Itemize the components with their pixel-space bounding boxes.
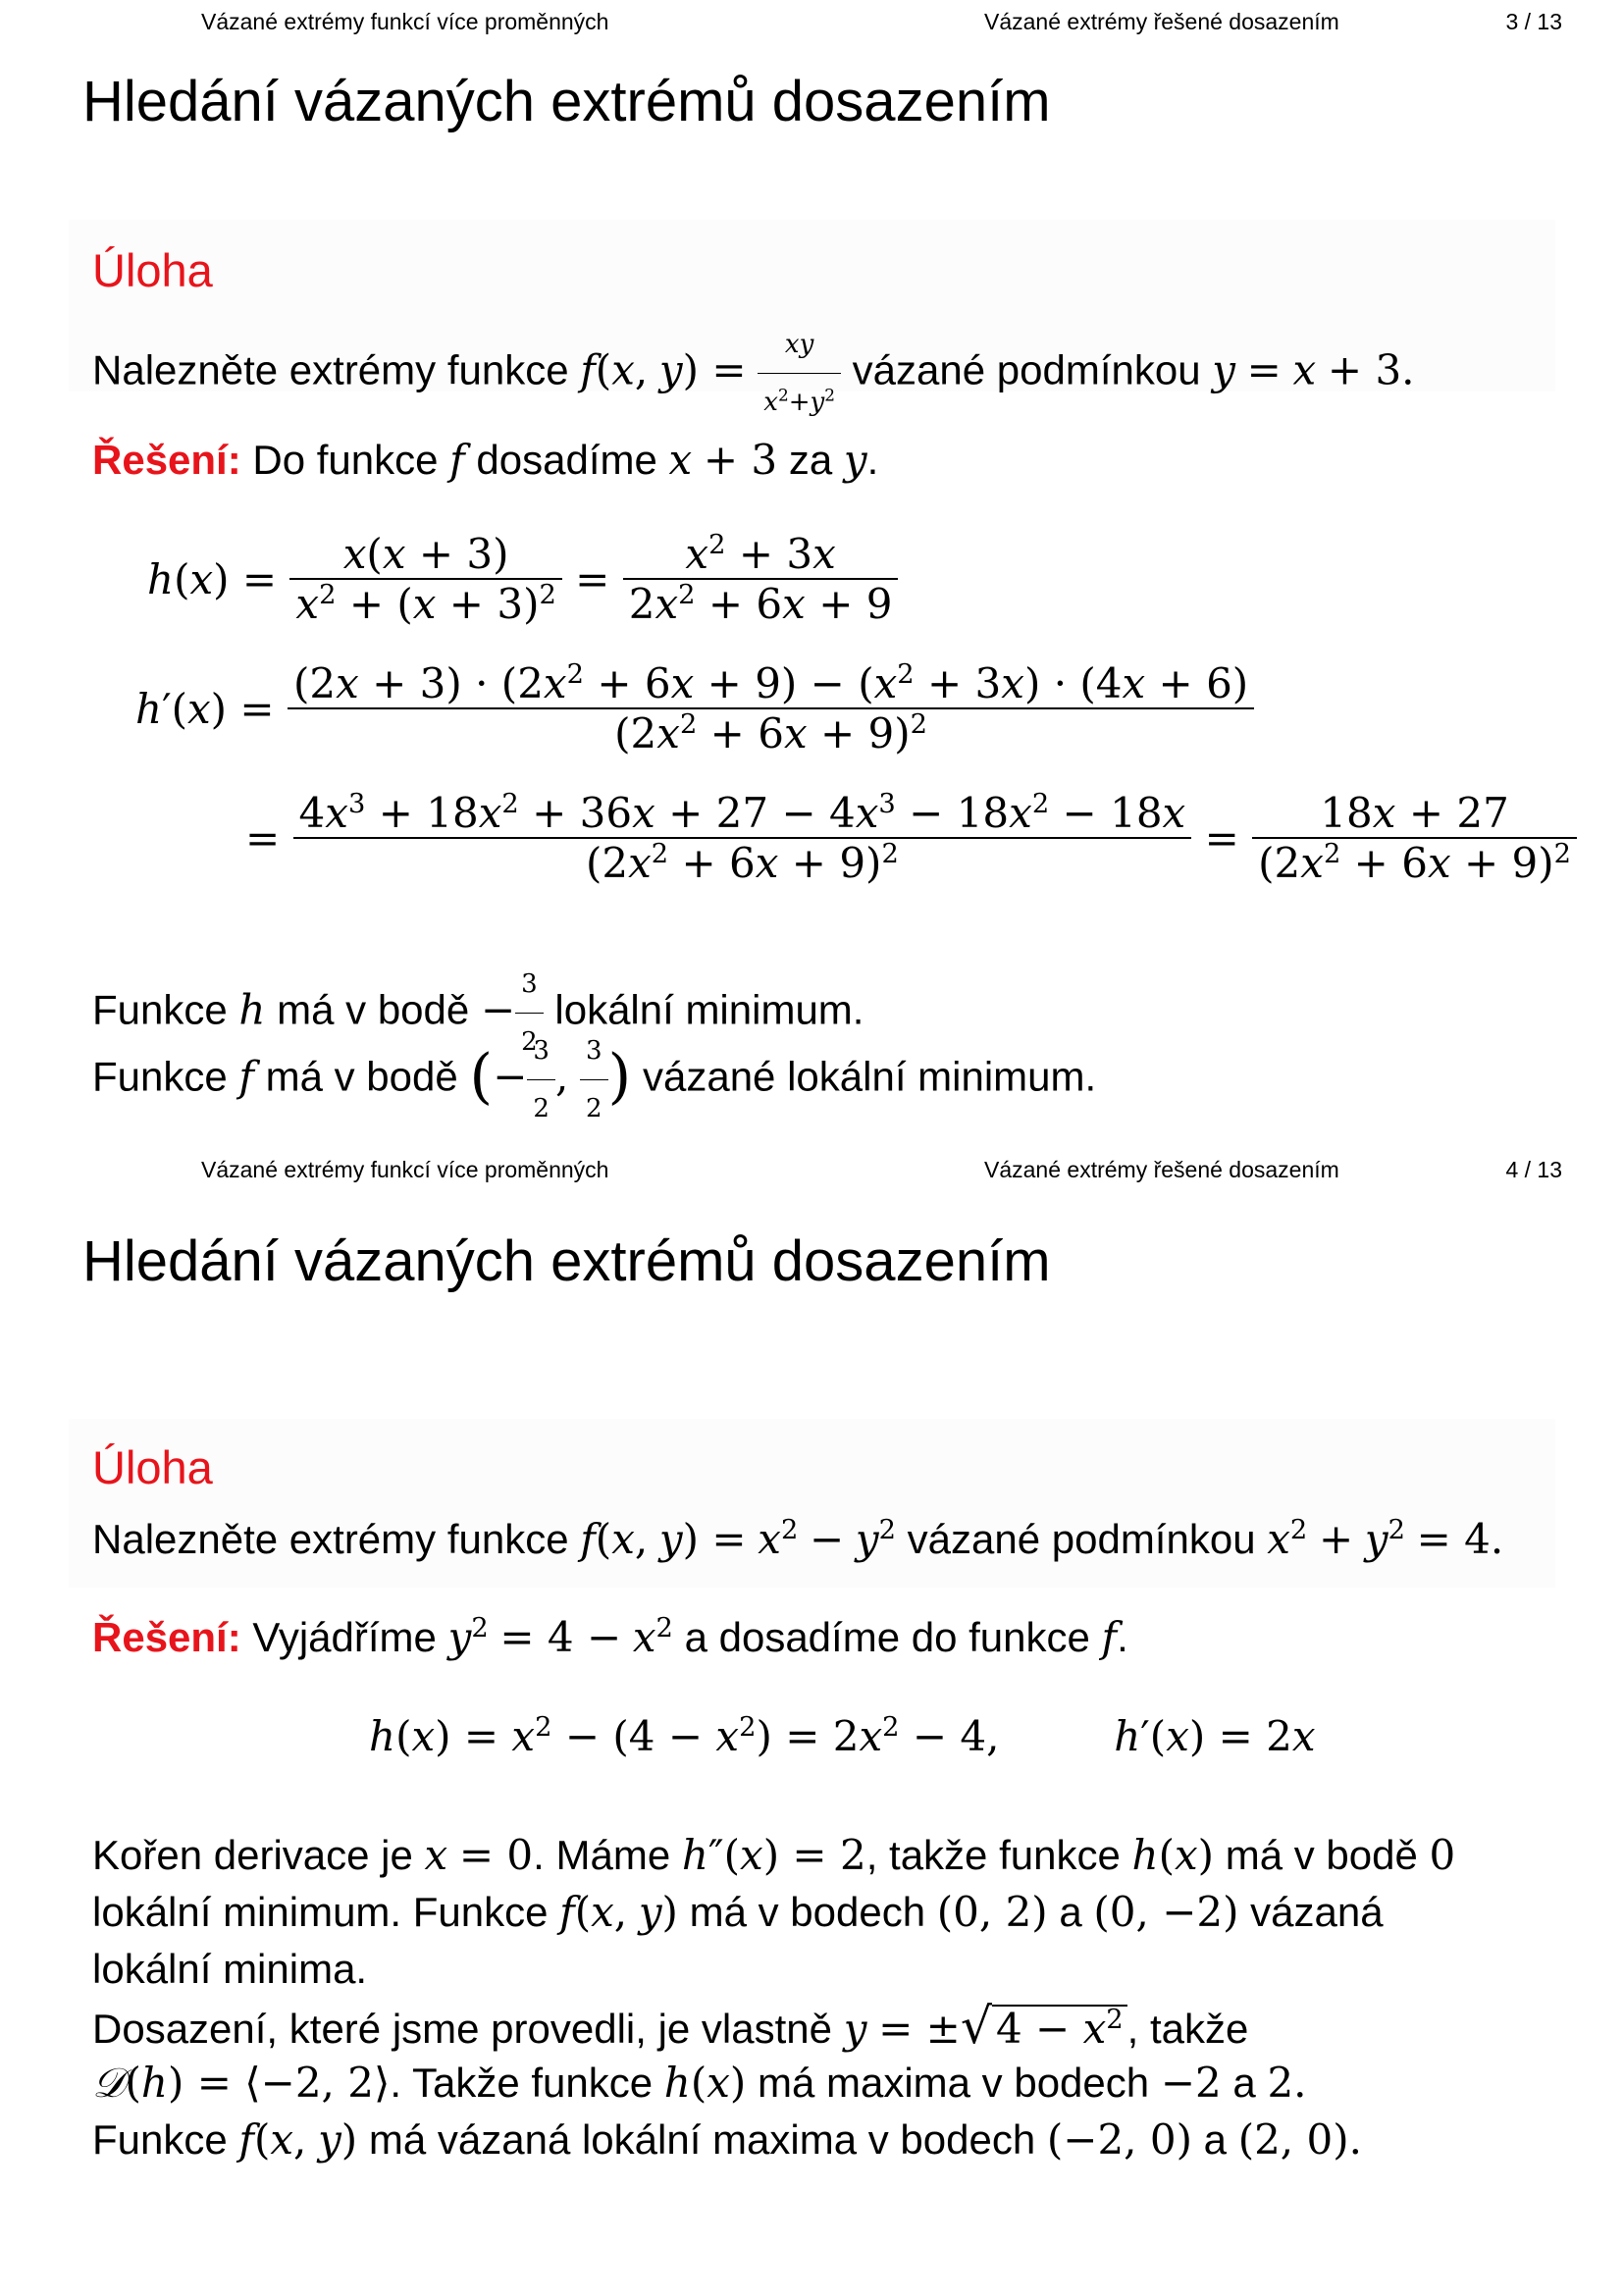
text-line-2: lokální minimum. Funkce f(x, y) má v bodech (0, 2) a (0, −2) vázaná: [92, 1888, 1384, 1936]
task-statement: Nalezněte extrémy funkce f(x, y) = $\frac{xy}{x^2+y^2}$ vázané podmínkou y = x + 3.: [92, 316, 1415, 431]
conclusion-line-2: Funkce f má v bodě (− $\frac{3}{2}$ , $\frac{3}{2}$ ) vázané lokální minimum.: [92, 1022, 1096, 1137]
slide-header: [0, 1156, 1623, 1183]
body-text: má v bodě: [1225, 1832, 1418, 1878]
body-text: Kořen derivace je: [92, 1832, 413, 1878]
header-page-number: 4 / 13: [1505, 1157, 1562, 1182]
conclusion-text: vázané lokální minimum.: [642, 1053, 1097, 1100]
body-text: , takže funkce: [865, 1832, 1121, 1878]
header-page-number: 3 / 13: [1505, 9, 1562, 34]
slide-title: Hledání vázaných extrémů dosazením: [82, 1229, 1051, 1293]
text-line-6: Funkce f(x, y) má vázaná lokální maxima v bodech (−2, 0) a (2, 0).: [92, 2115, 1362, 2164]
body-text: má vázaná lokální maxima v bodech: [368, 2116, 1036, 2163]
slide-title: Hledání vázaných extrémů dosazením: [82, 70, 1051, 133]
task-text: vázané podmínkou: [907, 1516, 1256, 1562]
math-function: f: [580, 345, 596, 394]
task-text: Nalezněte extrémy funkce: [92, 1516, 569, 1562]
body-text: a: [1059, 1889, 1082, 1935]
header-subsection-title: Vázané extrémy řešené dosazením: [984, 1157, 1339, 1182]
body-text: má v bodech: [689, 1889, 926, 1935]
body-text: lokální minimum. Funkce: [92, 1889, 549, 1935]
conclusion-text: lokální minimum.: [554, 986, 864, 1033]
task-heading: Úloha: [92, 1441, 213, 1493]
body-text: Funkce: [92, 2116, 228, 2163]
solution-text: Vyjádříme: [252, 1614, 437, 1660]
body-text: a: [1232, 2060, 1256, 2106]
equation-h: h ( x ) = $\frac{x(x + 3)}{x^2 + (x + 3)^2}$ = $\frac{x^2 + 3x}{2x^2 + 6x + 9}$: [147, 530, 898, 628]
header-section-title: Vázané extrémy funkcí více proměnných: [201, 1157, 609, 1182]
conclusion-text: má v bodě: [277, 986, 470, 1033]
solution-label: Řešení:: [92, 1614, 241, 1660]
text-line-5: 𝒟(h) = ⟨−2, 2⟩. Takže funkce h(x) má maxima v bodech −2 a 2.: [92, 2059, 1307, 2107]
text-line-3: lokální minima.: [92, 1946, 368, 1992]
conclusion-text: má v bodě: [265, 1053, 458, 1100]
task-text: vázané podmínkou: [852, 346, 1201, 393]
text-line-1: Kořen derivace je x = 0. Máme h″(x) = 2, takže funkce h(x) má v bodě 0: [92, 1831, 1456, 1879]
slide-header: [0, 8, 1623, 35]
solution-text: Do funkce: [252, 437, 439, 483]
solution-intro: Řešení: Do funkce f dosadíme x + 3 za y.: [92, 436, 879, 484]
solution-text: a dosadíme do funkce: [684, 1614, 1090, 1660]
body-text: Dosazení, které jsme provedli, je vlastně: [92, 2006, 833, 2052]
conclusion-line-1: Funkce h má v bodě − $\frac{3}{2}$ lokální minimum.: [92, 956, 864, 1070]
task-heading: Úloha: [92, 244, 213, 296]
body-text: , takže: [1126, 2006, 1249, 2052]
equation-h-and-derivative: $h(x) = x^2 - (4 - x^2) = 2x^2 - 4$, h′(x) = 2x: [369, 1712, 1316, 1760]
header-section-title: Vázané extrémy funkcí více proměnných: [201, 9, 609, 34]
slide-4: [0, 1148, 1623, 2296]
solution-text: za: [788, 437, 833, 483]
solution-text: dosadíme: [476, 437, 657, 483]
equation-h-derivative-simplified: = $\frac{4x^3 + 18x^2 + 36x + 27 - 4x^3 - 18x^2 - 18x}{(2x^2 + 6x + 9)^2}$ = $\frac{18x + 27}{(2x^2 + 6x + 9)^2}$: [245, 789, 1577, 887]
text-line-4: Dosazení, které jsme provedli, je vlastně $y = \pm√4 - x^2$, takže: [92, 1997, 1249, 2055]
conclusion-text: Funkce: [92, 1053, 228, 1100]
solution-intro: Řešení: Vyjádříme $y^2 = 4 - x^2$ a dosadíme do funkce f.: [92, 1613, 1128, 1661]
body-text: vázaná: [1250, 1889, 1384, 1935]
body-text: . Takže funkce: [390, 2060, 654, 2106]
task-text: Nalezněte extrémy funkce: [92, 346, 569, 393]
body-text: . Máme: [533, 1832, 671, 1878]
header-subsection-title: Vázané extrémy řešené dosazením: [984, 9, 1339, 34]
task-statement: Nalezněte extrémy funkce f(x, $y) = x^2 - y^2$ vázané podmínkou $x^2 + y^2 = 4$.: [92, 1515, 1504, 1563]
body-text: má maxima v bodech: [757, 2060, 1150, 2106]
conclusion-text: Funkce: [92, 986, 228, 1033]
solution-label: Řešení:: [92, 437, 241, 483]
equation-h-derivative: h ′( x ) = $\frac{(2x + 3) \cdot (2x^2 + 6x + 9) - (x^2 + 3x) \cdot (4x + 6)}{(2x^2 + 6x + 9)^2}$: [135, 659, 1254, 757]
math-fraction: $\frac{xy}{x^2+y^2}$: [758, 316, 841, 431]
body-text: a: [1203, 2116, 1228, 2163]
